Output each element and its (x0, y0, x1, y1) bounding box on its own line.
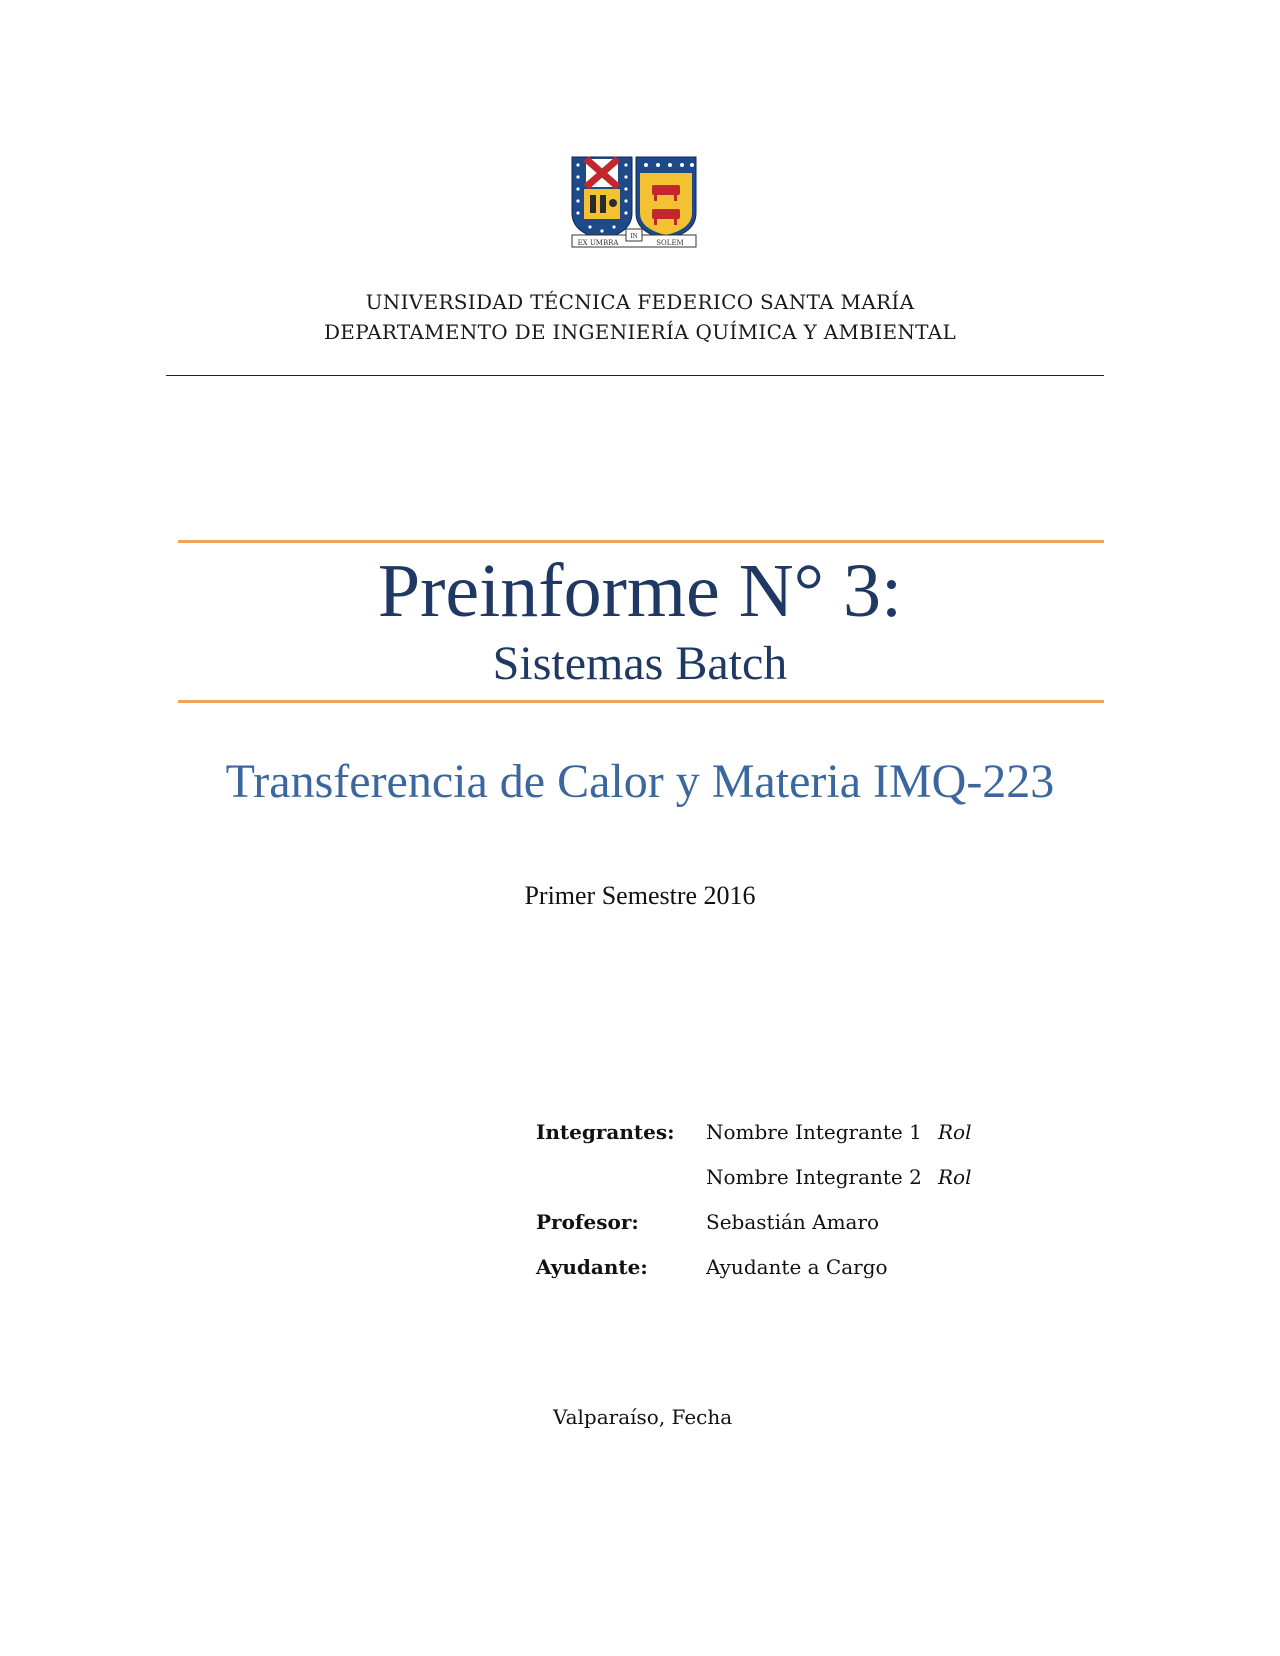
university-crest-logo (570, 155, 698, 251)
motto-left: EX UMBRA (577, 239, 619, 247)
course-name: Transferencia de Calor y Materia IMQ-223 (225, 755, 1055, 808)
professor-name: Sebastián Amaro (706, 1210, 880, 1234)
member-rol: Rol (938, 1120, 972, 1144)
title-top-rule (178, 540, 1104, 543)
department-name: DEPARTAMENTO DE INGENIERÍA QUÍMICA Y AMBIENTAL (323, 320, 957, 344)
assistant-label: Ayudante: (536, 1255, 648, 1279)
title-bottom-rule (178, 700, 1104, 703)
member-name: Nombre Integrante 2 (706, 1165, 922, 1189)
members-label: Integrantes: (536, 1120, 675, 1144)
place-date: Valparaíso, Fecha (553, 1405, 733, 1429)
member-name: Nombre Integrante 1 (706, 1120, 922, 1144)
header-divider (166, 375, 1104, 376)
assistant-name: Ayudante a Cargo (706, 1255, 888, 1279)
member-rol: Rol (938, 1165, 972, 1189)
document-subtitle: Sistemas Batch (492, 637, 788, 690)
semester: Primer Semestre 2016 (524, 881, 756, 910)
document-title: Preinforme N° 3: (377, 549, 903, 633)
motto-right: SOLEM (656, 239, 684, 247)
professor-label: Profesor: (536, 1210, 639, 1234)
motto-center: IN (630, 233, 638, 240)
university-name: UNIVERSIDAD TÉCNICA FEDERICO SANTA MARÍA (365, 290, 915, 314)
